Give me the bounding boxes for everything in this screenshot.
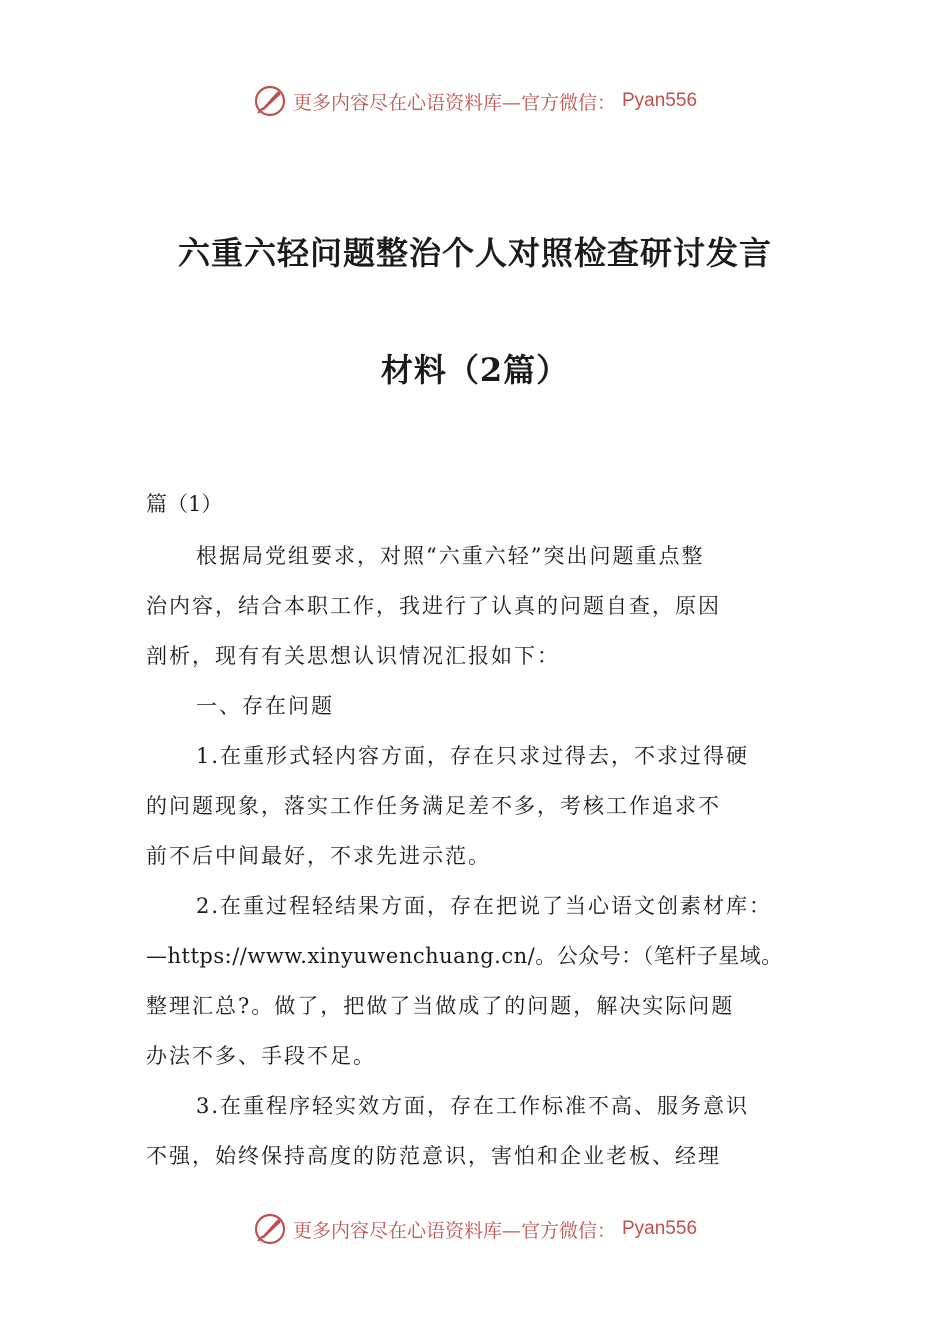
body-line: 剖析，现有有关思想认识情况汇报如下： [146, 644, 560, 668]
body-line: 整理汇总?。做了，把做了当做成了的问题，解决实际问题 [146, 994, 735, 1018]
body-line: 治内容，结合本职工作，我进行了认真的问题自查，原因 [146, 594, 721, 618]
document-title-line-1: 六重六轻问题整治个人对照检查研讨发言 [177, 234, 772, 272]
body-line: 不强，始终保持高度的防范意识，害怕和企业老板、经理 [146, 1144, 721, 1168]
banner-wechat-id: Pyan556 [622, 90, 698, 111]
body-line: 的问题现象，落实工作任务满足差不多，考核工作追求不 [146, 794, 721, 818]
banner-wechat-id: Pyan556 [622, 1218, 698, 1239]
body-line: 一、存在问题 [196, 694, 334, 718]
banner-text: 更多内容尽在心语资料库—官方微信： [292, 91, 616, 114]
header-watermark [0, 84, 950, 118]
section-label: 篇（1） [146, 492, 223, 516]
body-line-url: —https://www.xinyuwenchuang.cn/。公众号：（笔杆子星域。 [146, 944, 783, 968]
body-line: 3.在重程序轻实效方面，存在工作标准不高、服务意识 [196, 1094, 750, 1118]
body-line: 2.在重过程轻结果方面，存在把说了当心语文创素材库： [196, 894, 773, 918]
body-line: 1.在重形式轻内容方面，存在只求过得去，不求过得硬 [196, 744, 750, 768]
quill-logo-icon [253, 84, 287, 118]
body-line: 前不后中间最好，不求先进示范。 [146, 844, 491, 868]
quill-logo-icon [253, 1212, 287, 1246]
body-line: 办法不多、手段不足。 [146, 1044, 376, 1068]
footer-watermark [0, 1212, 950, 1246]
banner-text: 更多内容尽在心语资料库—官方微信： [292, 1219, 616, 1242]
body-line: 根据局党组要求，对照“六重六轻”突出问题重点整 [196, 544, 705, 568]
document-title-line-2: 材料（2篇） [380, 351, 570, 389]
